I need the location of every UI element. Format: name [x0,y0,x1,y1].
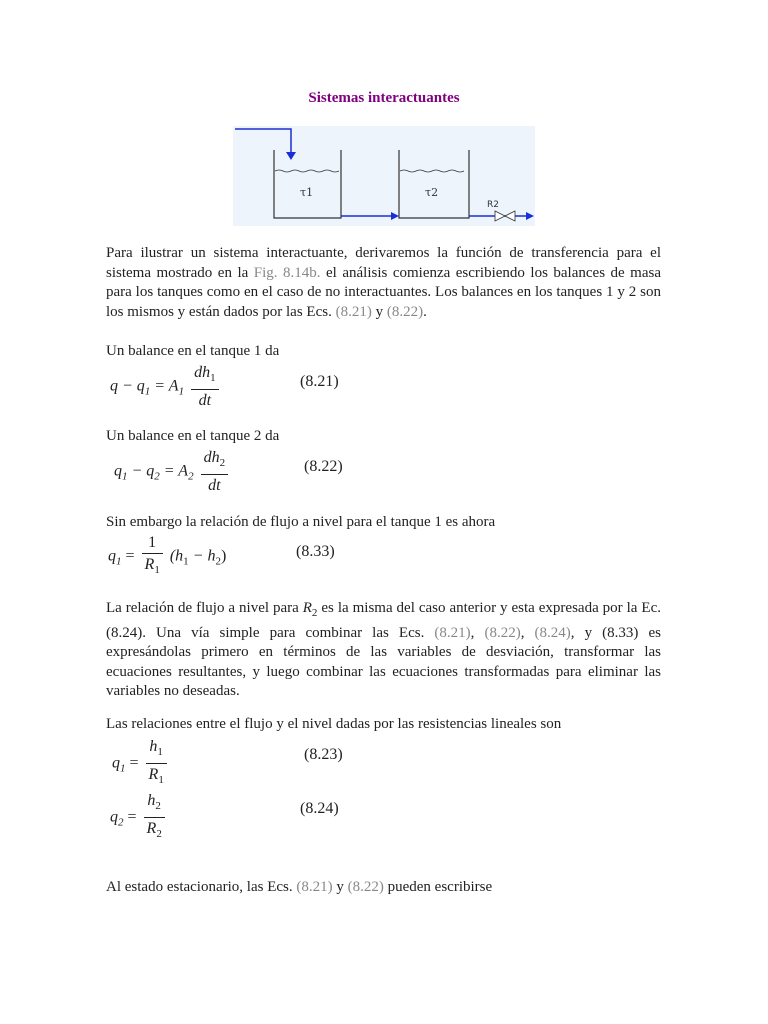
equation-number-8-24: (8.24) [300,800,339,817]
equation-ref-8-24[interactable]: (8.24) [534,624,571,641]
equation-ref-8-21[interactable]: (8.21) [335,303,372,320]
tank-2-level [400,170,464,172]
equation-ref-8-22[interactable]: (8.22) [386,303,424,320]
tank2-balance-text: Un balance en el tanque 2 da [106,428,280,444]
tank1-balance-text: Un balance en el tanque 1 da [106,343,280,359]
paragraph-intro: Para ilustrar un sistema interactuante, derivaremos la función de transferencia para el sistema mostrado en la Fig. 8.14b. el análisis comienza escribiendo los balances de masa para los tanques como en el caso de no interactuantes. Los balances en los tanques 1 y 2 son los mismos y están dados por las Ecs. (8.21) y (8.22). [106,245,661,320]
equation-8-33: $q_1$ = $\frac{1}{R_1}$ $(h_1 - h_2)$ [108,534,227,577]
equation-number-8-21: (8.21) [300,373,339,390]
equation-8-22: $q_1 - q_2 = A_2$ $\frac{dh_2}{dt}$ [114,447,231,496]
valve-label: R2 [487,200,499,210]
inlet-pipe [235,129,291,154]
steady-state-text: Al estado estacionario, las Ecs. (8.21) y (8.22) pueden escribirse [106,879,493,895]
page-title: Sistemas interactuantes [308,90,460,106]
equation-ref-8-22[interactable]: (8.22) [484,624,521,641]
equation-8-21: $q - q_1 = A_1$ $\frac{dh_1}{dt}$ [110,362,222,411]
tank-1-level [275,170,339,172]
tank-2 [399,150,469,218]
equation-ref-8-21[interactable]: (8.21) [296,879,333,895]
equation-number-8-22: (8.22) [304,458,343,475]
inlet-arrow [286,152,296,160]
outlet-arrow [526,212,534,220]
tank-1-label: τ1 [300,186,314,199]
valve-icon [495,211,505,221]
tank-system-diagram [233,126,535,226]
figure-reference-link[interactable]: Fig. 8.14b. [253,264,321,281]
equation-number-8-23: (8.23) [304,746,343,763]
equation-8-23: $q_1$ = $\frac{h_1}{R_1}$ [112,736,170,791]
equation-number-8-33: (8.33) [296,543,335,560]
resistance-relations-text: Las relaciones entre el flujo y el nivel dadas por las resistencias lineales son [106,716,562,732]
tank-2-label: τ2 [425,186,439,199]
equation-ref-8-21[interactable]: (8.21) [434,624,471,641]
equation-8-24: $q_2$ = $\frac{h_2}{R_2}$ [110,790,168,845]
tank-1 [274,150,341,218]
flow-level-text: Sin embargo la relación de flujo a nivel para el tanque 1 es ahora [106,514,496,530]
equation-ref-8-22[interactable]: (8.22) [347,879,384,895]
paragraph-combination: La relación de flujo a nivel para $R_2$ es la misma del caso anterior y esta expresada por la Ec. (8.24). Una vía simple para combinar las Ecs. (8.21), (8.22), (8.24), y (8.33) es expresándolas primero en términos de las variables de desviación, transformar las ecuaciones resultantes, y luego combinar las ecuaciones transformadas para eliminar las variables no deseadas. [106,600,661,699]
connecting-arrow [391,212,399,220]
